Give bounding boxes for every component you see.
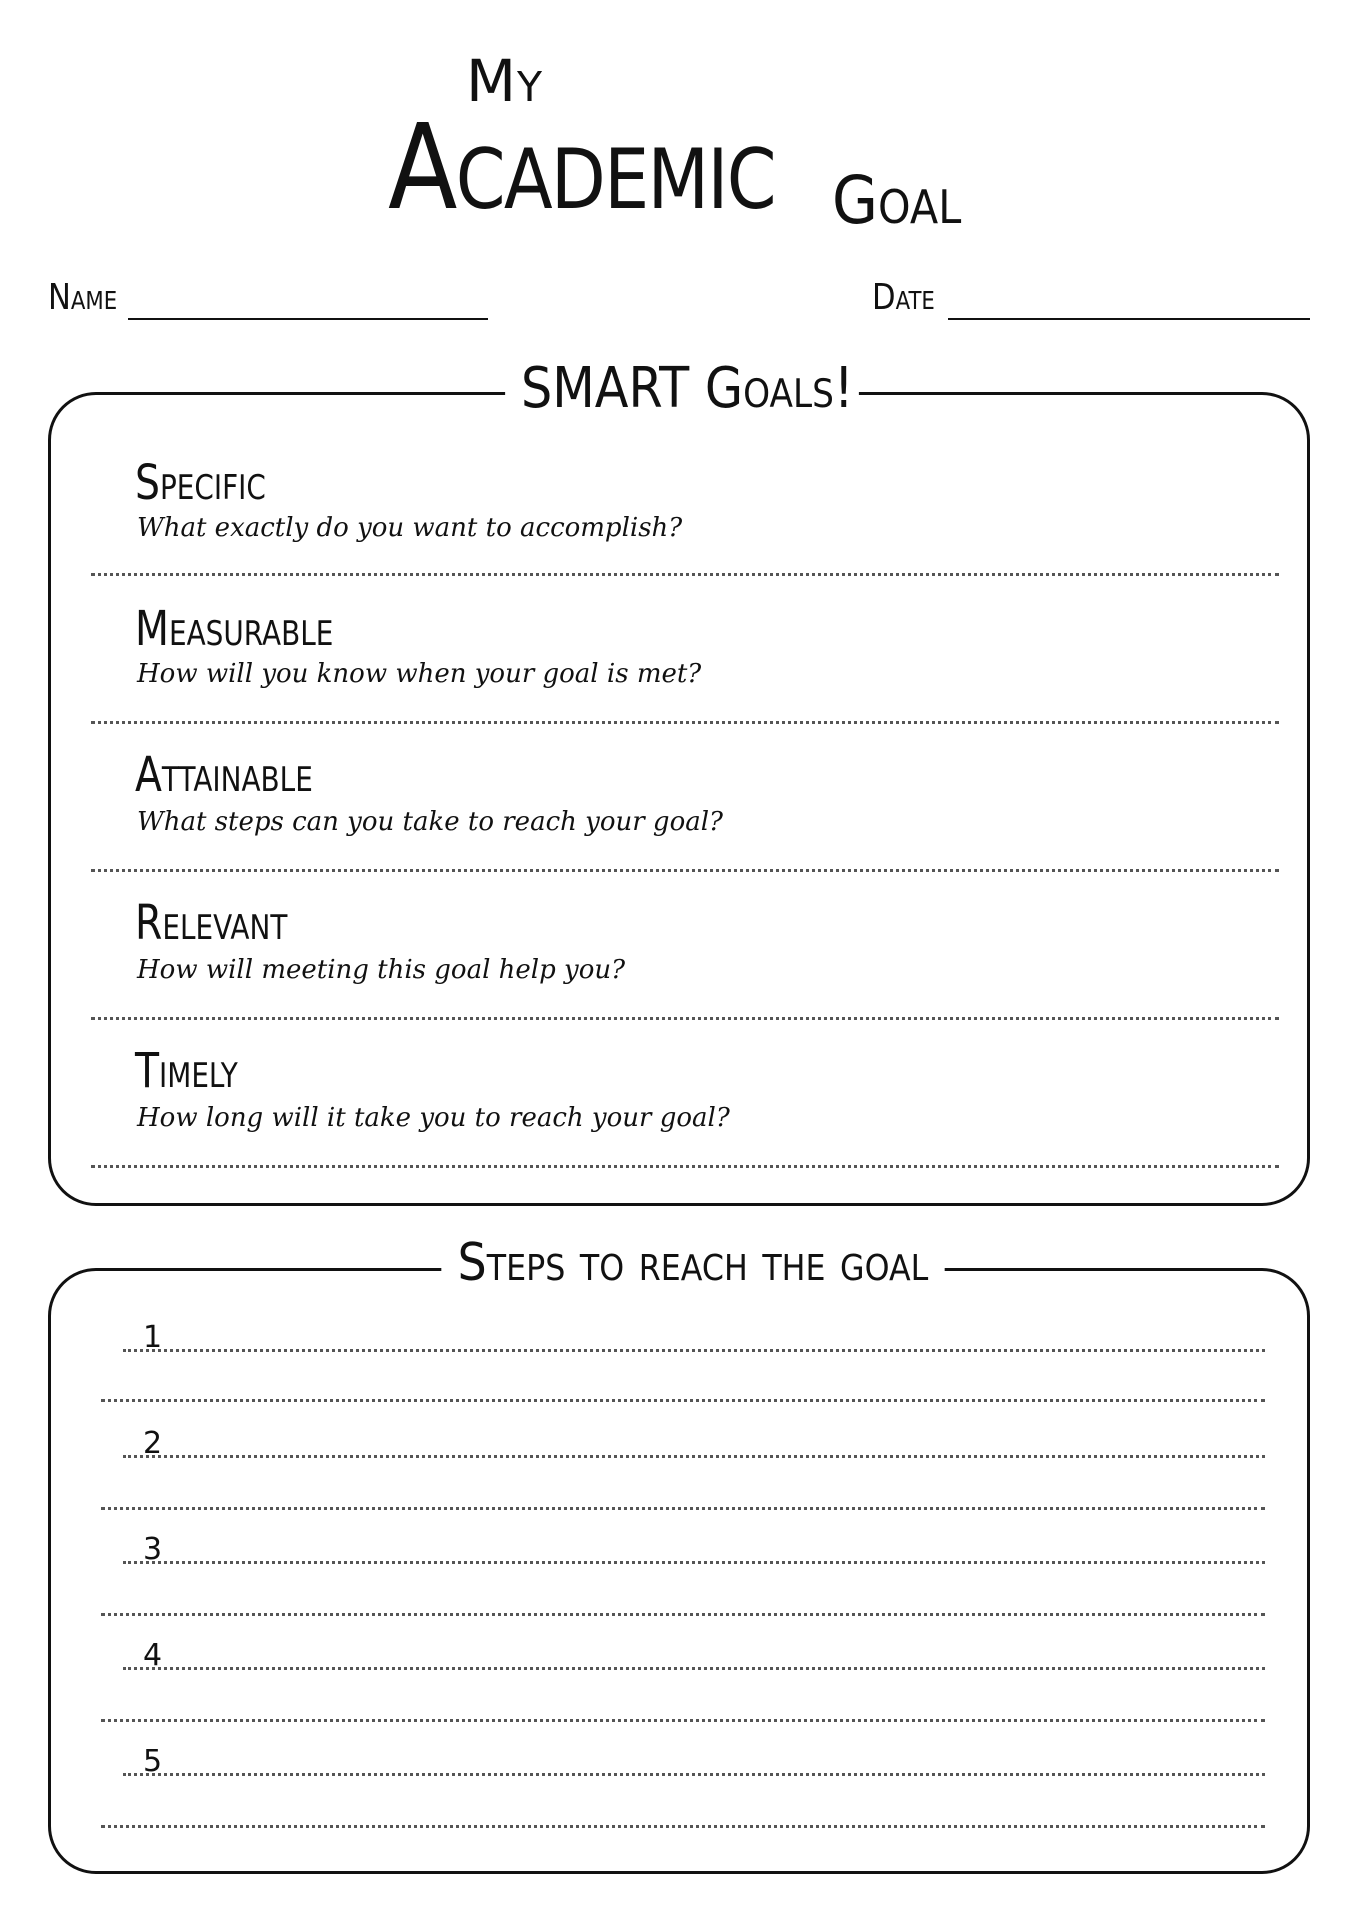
smart-measurable-name: Measurable xyxy=(135,601,334,657)
title-goal: Goal xyxy=(832,162,962,239)
step-line[interactable] xyxy=(123,1455,1265,1458)
name-label: Name xyxy=(48,277,118,318)
answer-line[interactable] xyxy=(91,1165,1279,1168)
smart-relevant-question: How will meeting this goal help you? xyxy=(137,955,626,985)
answer-line[interactable] xyxy=(91,721,1279,724)
step-number: 4 xyxy=(143,1638,163,1673)
step-line[interactable] xyxy=(123,1561,1265,1564)
smart-timely-name: Timely xyxy=(135,1043,238,1099)
title-academic: Academic xyxy=(388,98,775,236)
step-line[interactable] xyxy=(101,1507,1265,1510)
title-my: My xyxy=(466,47,544,115)
answer-line[interactable] xyxy=(91,573,1279,576)
step-line[interactable] xyxy=(101,1613,1265,1616)
step-number: 3 xyxy=(143,1532,163,1567)
smart-timely-question: How long will it take you to reach your goal? xyxy=(137,1103,730,1133)
answer-line[interactable] xyxy=(91,869,1279,872)
step-number: 2 xyxy=(143,1426,163,1461)
smart-goals-title: SMART Goals! xyxy=(505,361,859,417)
step-line[interactable] xyxy=(101,1399,1265,1402)
smart-specific-question: What exactly do you want to accomplish? xyxy=(137,513,683,543)
step-number: 5 xyxy=(143,1744,163,1779)
step-line[interactable] xyxy=(101,1825,1265,1828)
step-line[interactable] xyxy=(101,1719,1265,1722)
smart-attainable-name: Attainable xyxy=(135,747,313,803)
step-line[interactable] xyxy=(123,1349,1265,1352)
steps-title: Steps to reach the goal xyxy=(441,1237,944,1289)
smart-goals-box xyxy=(48,356,1310,1206)
step-line[interactable] xyxy=(123,1773,1265,1776)
smart-attainable-question: What steps can you take to reach your goal? xyxy=(137,807,723,837)
step-number: 1 xyxy=(143,1320,163,1355)
smart-relevant-name: Relevant xyxy=(135,895,288,951)
date-label: Date xyxy=(872,277,935,318)
step-line[interactable] xyxy=(123,1667,1265,1670)
smart-measurable-question: How will you know when your goal is met? xyxy=(137,659,702,689)
name-line[interactable] xyxy=(128,318,488,320)
smart-specific-name: Specific xyxy=(135,455,266,511)
date-line[interactable] xyxy=(948,318,1310,320)
answer-line[interactable] xyxy=(91,1017,1279,1020)
steps-box xyxy=(48,1233,1310,1874)
